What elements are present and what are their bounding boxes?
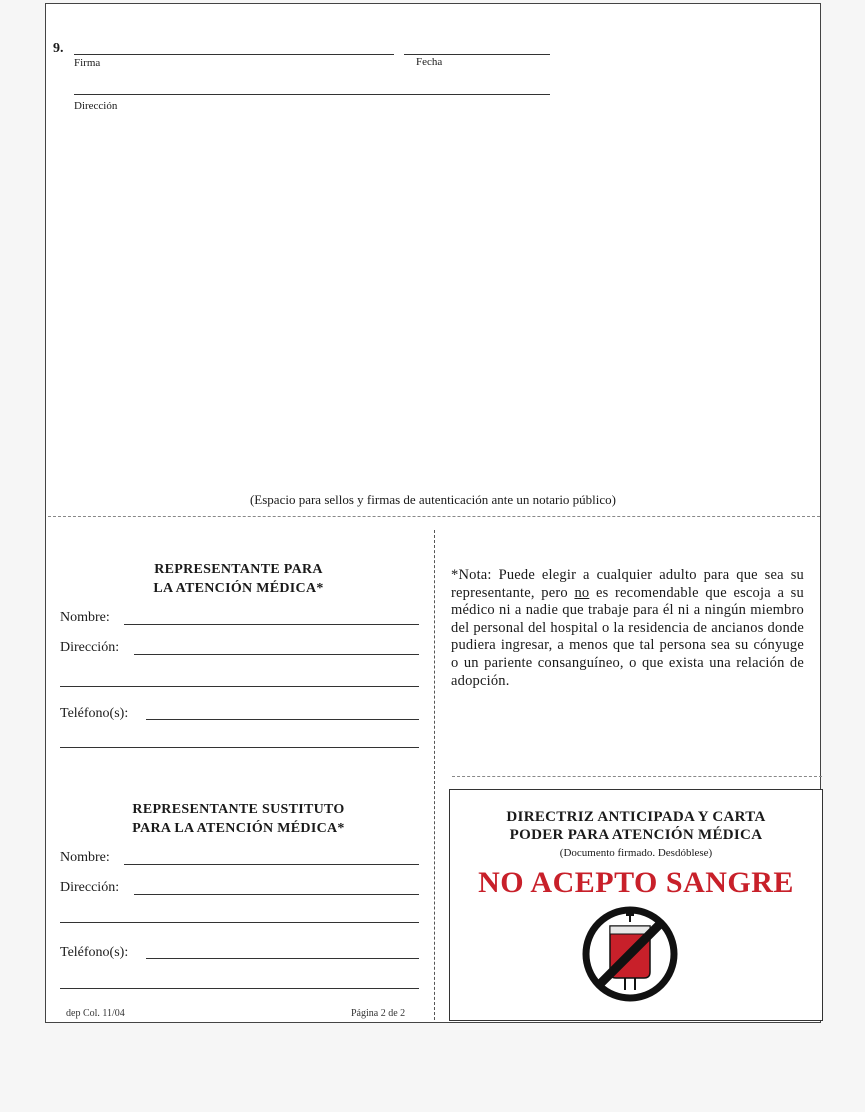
- substitute-name-line[interactable]: [124, 864, 419, 865]
- address-line[interactable]: [74, 94, 550, 95]
- representative-address-line[interactable]: [134, 654, 419, 655]
- note-text-after: es recomendable que escoja a su médico ni a nadie que trabaje para él ni a ningún miembro del personal del hospital o la residencia de ancianos donde pudiera ingresar, a menos que tal persona sea su cónyuge o un pariente consanguíneo, o que exista una relación de adopción.: [451, 584, 804, 689]
- note-text: [451, 567, 804, 690]
- substitute-phone-line[interactable]: [146, 958, 419, 959]
- representative-name-line[interactable]: [124, 624, 419, 625]
- representative-heading: [66, 560, 411, 598]
- substitute-heading-line2: PARA LA ATENCIÓN MÉDICA*: [132, 821, 345, 836]
- representative-phone-line-2[interactable]: [60, 747, 419, 748]
- date-label: Fecha: [416, 56, 443, 68]
- card-subtitle: (Documento firmado. Desdóblese): [559, 847, 713, 859]
- notary-caption: (Espacio para sellos y firmas de autenticación ante un notario público): [249, 492, 617, 507]
- no-blood-headline: NO ACEPTO SANGRE: [478, 866, 794, 899]
- representative-address-label: Dirección:: [60, 640, 120, 655]
- representative-name-label: Nombre:: [60, 610, 110, 625]
- substitute-heading: [66, 800, 411, 838]
- substitute-address-line-2[interactable]: [60, 922, 419, 923]
- no-blood-bag-icon: [582, 906, 678, 1002]
- fold-line-horizontal: [48, 516, 820, 517]
- address-label: Dirección: [74, 100, 118, 112]
- representative-heading-line1: REPRESENTANTE PARA: [154, 562, 323, 577]
- representative-address-line-2[interactable]: [60, 686, 419, 687]
- substitute-address-line[interactable]: [134, 894, 419, 895]
- signature-line[interactable]: [74, 54, 394, 55]
- substitute-name-label: Nombre:: [60, 850, 110, 865]
- date-line[interactable]: [404, 54, 550, 55]
- substitute-address-label: Dirección:: [60, 880, 120, 895]
- substitute-phone-line-2[interactable]: [60, 988, 419, 989]
- note-text-before: *Nota: Puede elegir a cualquier adulto para que sea su representante, pero: [451, 567, 804, 601]
- card-title: [450, 808, 822, 844]
- section-number: 9.: [53, 41, 64, 56]
- fold-line-vertical: [434, 530, 435, 1020]
- note-text-underlined: no: [574, 584, 590, 601]
- card-title-line1: DIRECTRIZ ANTICIPADA Y CARTA: [506, 809, 766, 825]
- footer-form-code: dep Col. 11/04: [66, 1008, 125, 1019]
- representative-phone-label: Teléfono(s):: [60, 706, 129, 721]
- advance-directive-card: [449, 789, 823, 1021]
- representative-heading-line2: LA ATENCIÓN MÉDICA*: [153, 581, 324, 596]
- substitute-phone-label: Teléfono(s):: [60, 945, 129, 960]
- signature-label: Firma: [74, 57, 101, 69]
- substitute-heading-line1: REPRESENTANTE SUSTITUTO: [132, 802, 345, 817]
- representative-phone-line[interactable]: [146, 719, 419, 720]
- footer-page-number: Página 2 de 2: [351, 1008, 406, 1019]
- fold-line-card: [452, 776, 822, 777]
- card-title-line2: PODER PARA ATENCIÓN MÉDICA: [509, 827, 763, 843]
